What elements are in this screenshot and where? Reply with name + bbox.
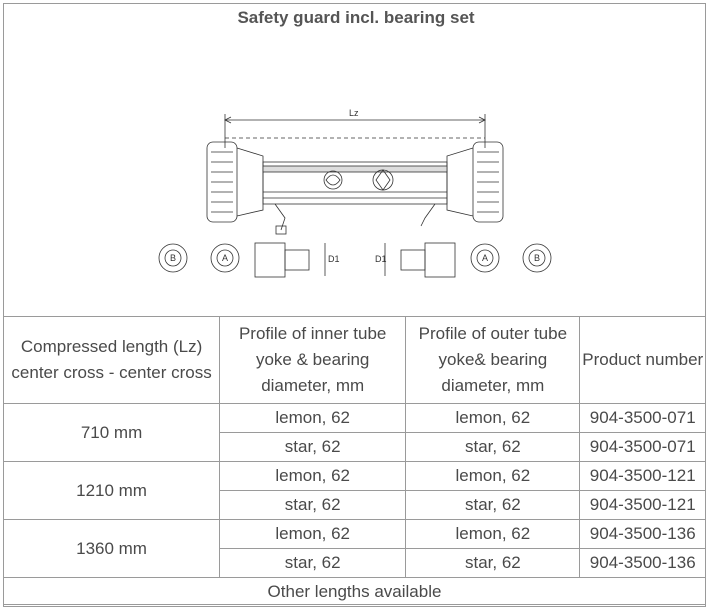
table-row <box>4 462 706 491</box>
d1-label-right: D1 <box>375 254 387 264</box>
inner-profile-cell: star, 62 <box>220 491 406 520</box>
inner-profile-cell: lemon, 62 <box>220 462 406 491</box>
table-row <box>4 404 706 433</box>
table-footer-row <box>4 578 706 607</box>
length-cell: 1210 mm <box>4 462 220 520</box>
inner-profile-cell: star, 62 <box>220 433 406 462</box>
header-inner-profile: Profile of inner tube yoke & bearing diameter, mm <box>220 317 406 404</box>
product-number-cell: 904-3500-136 <box>580 549 706 578</box>
outer-profile-cell: lemon, 62 <box>406 462 580 491</box>
outer-profile-cell: star, 62 <box>406 549 580 578</box>
profile-a-label-right: A <box>482 253 489 263</box>
product-number-cell: 904-3500-121 <box>580 462 706 491</box>
inner-profile-cell: lemon, 62 <box>220 404 406 433</box>
inner-profile-cell: lemon, 62 <box>220 520 406 549</box>
outer-profile-cell: lemon, 62 <box>406 404 580 433</box>
length-cell: 710 mm <box>4 404 220 462</box>
product-number-cell: 904-3500-136 <box>580 520 706 549</box>
page-title: Safety guard incl. bearing set <box>237 8 475 27</box>
product-number-cell: 904-3500-121 <box>580 491 706 520</box>
product-number-cell: 904-3500-071 <box>580 404 706 433</box>
profile-b-label-left: B <box>170 253 177 263</box>
outer-profile-cell: lemon, 62 <box>406 520 580 549</box>
header-outer-profile: Profile of outer tube yoke& bearing diameter, mm <box>406 317 580 404</box>
spec-table <box>3 316 706 607</box>
lz-label: Lz <box>349 108 359 118</box>
pto-shaft-drawing <box>135 98 575 290</box>
table-header-row <box>4 317 706 404</box>
d1-label-left: D1 <box>328 254 340 264</box>
table-row <box>4 520 706 549</box>
header-compressed-length: Compressed length (Lz) center cross - center cross <box>4 317 220 404</box>
profile-a-label-left: A <box>222 253 229 263</box>
product-number-cell: 904-3500-071 <box>580 433 706 462</box>
inner-profile-cell: star, 62 <box>220 549 406 578</box>
header-product-number: Product number <box>580 317 706 404</box>
outer-profile-cell: star, 62 <box>406 433 580 462</box>
length-cell: 1360 mm <box>4 520 220 578</box>
outer-profile-cell: star, 62 <box>406 491 580 520</box>
profile-b-label-right: B <box>534 253 541 263</box>
other-lengths-note: Other lengths available <box>4 578 706 607</box>
